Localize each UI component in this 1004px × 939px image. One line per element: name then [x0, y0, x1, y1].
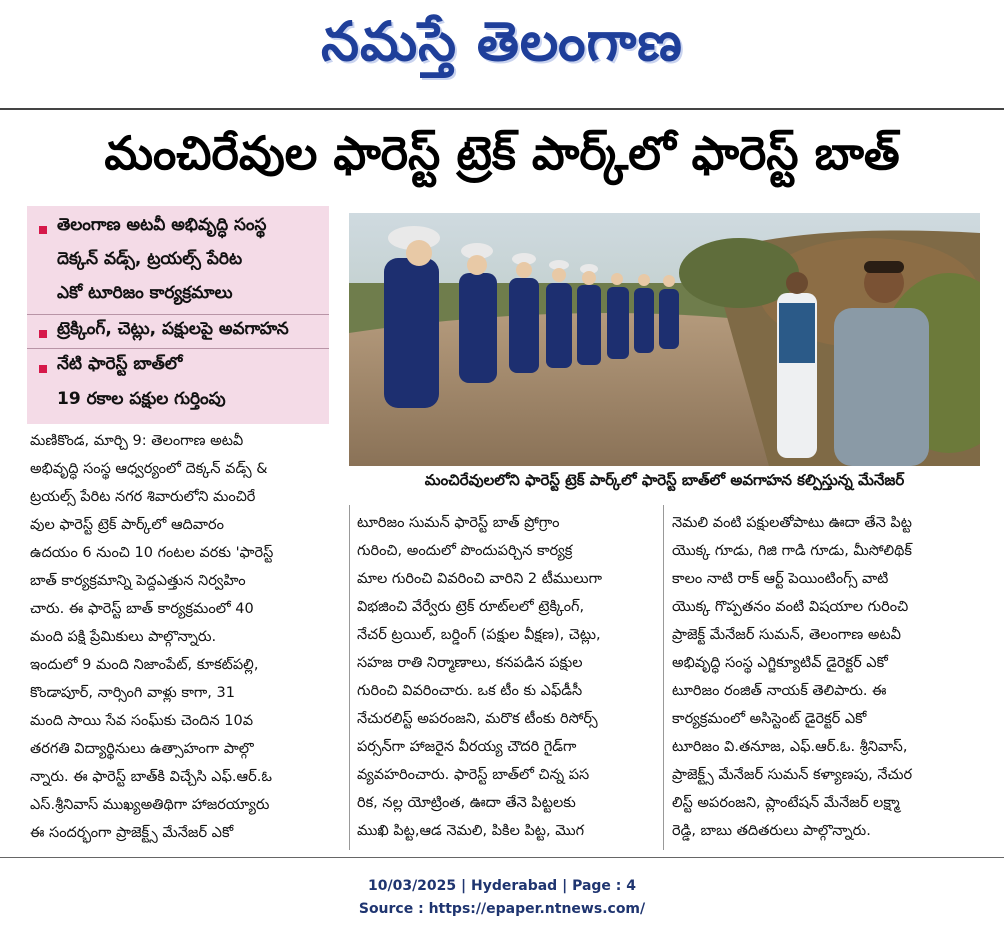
article-line: రిక, నల్ల యోట్రింత, ఊదా తేనె పిట్టలకు [357, 795, 576, 811]
article-line: చారు. ఈ ఫారెస్ట్ బాత్ కార్యక్రమంలో 40 [30, 601, 254, 617]
article-line: మణికొండ, మార్చి 9: తెలంగాణ అటవీ [30, 433, 244, 449]
article-line: ప్రాజెక్ట్స్ మేనేజర్ సుమన్ కళ్యాణపు, నేచుర [672, 767, 913, 783]
column-divider [663, 505, 664, 850]
highlights-box [27, 206, 329, 424]
bullet-icon [39, 330, 47, 338]
article-line: యొక్క గొప్పతనం వంటి విషయాల గురించి [672, 599, 909, 615]
article-line: తరగతి విద్యార్థినులు ఉత్సాహంగా పాల్గొ [30, 741, 254, 757]
bullet-icon [39, 365, 47, 373]
article-line: ఇందులో 9 మంది నిజాంపేట్, కూకట్‌పల్లి, [30, 657, 259, 673]
article-line: నేచర్ ట్రయిల్, బర్డింగ్ (పక్షుల వీక్షణ), చెట్లు, [357, 627, 601, 643]
article-line: మాల గురించి వివరించి వారిని 2 టీములుగా [357, 571, 602, 587]
highlight-line: ఎకో టూరిజం కార్యక్రమాలు [57, 283, 233, 303]
article-line: అభివృద్ధి సంస్థ ఆధ్వర్యంలో దెక్కన్ వడ్స్ & [30, 461, 268, 477]
photo-caption: మంచిరేవులలోని ఫారెస్ట్ ట్రెక్ పార్క్‌లో ఫారెస్ట్ బాత్‌లో అవగాహన కల్పిస్తున్న మేనేజర్ [349, 467, 980, 497]
article-line: రెడ్డి, బాబు తదితరులు పాల్గొన్నారు. [672, 823, 871, 839]
article-line: గురించి, అందులో పొందుపర్చిన కార్యక్ర [357, 543, 573, 559]
news-photo [349, 213, 980, 466]
article-line: పర్సన్‌గా హాజరైన వీరయ్య చౌదరి గైడ్‌గా [357, 739, 577, 755]
highlight-line: ట్రెక్కింగ్, చెట్లు, పక్షులపై అవగాహన [57, 319, 289, 339]
article-line: వుల ఫారెస్ట్ ట్రెక్ పార్క్‌లో ఆదివారం [30, 517, 224, 533]
footer-source: Source : https://epaper.ntnews.com/ [358, 901, 646, 917]
article-line: టూరిజం సుమన్ ఫారెస్ట్ బాత్ ప్రోగ్రాం [357, 515, 560, 531]
highlight-line: తెలంగాణ అటవీ అభివృద్ధి సంస్థ [57, 215, 267, 235]
article-line: ప్రాజెక్ట్ మేనేజర్ సుమన్, తెలంగాణ అటవీ [672, 627, 901, 643]
article-line: కొండాపూర్, నార్సింగి వాళ్లు కాగా, 31 [30, 685, 235, 701]
article-line: న్నారు. ఈ ఫారెస్ట్ బాత్‌కి విచ్చేసి ఎఫ్.ఆర్.ఓ [30, 769, 272, 785]
bullet-icon [39, 226, 47, 234]
forest-trek-photo [349, 213, 980, 466]
masthead [0, 0, 1004, 96]
article-line: ఉదయం 6 నుంచి 10 గంటల వరకు 'ఫారెస్ట్ [30, 545, 274, 561]
article-line: వ్యవహరించారు. ఫారెస్ట్ బాత్‌లో చిన్న పస [357, 767, 590, 783]
article-line: ఎస్.శ్రీనివాస్ ముఖ్యఅతిథిగా హాజరయ్యారు [30, 797, 270, 813]
article-line: నేచురలిస్ట్ అపరంజని, మరొక టీంకు రిసోర్స్ [357, 711, 598, 727]
highlight-line: 19 రకాల పక్షుల గుర్తింపు [57, 389, 226, 409]
column-divider [349, 505, 350, 850]
highlight-divider [27, 348, 329, 349]
article-line: బాత్ కార్యక్రమాన్ని పెద్దఎత్తున నిర్వహిం [30, 573, 246, 589]
article-line: ట్రయల్స్ పేరిట నగర శివారులోని మంచిరే [30, 489, 256, 505]
article-line: నెమలి వంటి పక్షులతోపాటు ఊదా తేనె పిట్ట [672, 515, 912, 531]
footer-dateline: 10/03/2025 | Hyderabad | Page : 4 [367, 878, 637, 894]
header-divider [0, 108, 1004, 110]
article-line: టూరిజం రంజిత్ నాయక్ తెలిపారు. ఈ [672, 683, 887, 699]
highlight-line: దెక్కన్ వడ్స్, ట్రయల్స్ పేరిట [57, 249, 243, 269]
article-line: అభివృద్ధి సంస్థ ఎగ్జిక్యూటివ్ డైరెక్టర్ ఎకో [672, 655, 888, 671]
article-line: విభజించి వేర్వేరు ట్రెక్ రూట్‌లలో ట్రెక్కింగ్, [357, 599, 585, 615]
footer-divider [0, 857, 1004, 858]
article-line: ఈ సందర్భంగా ప్రాజెక్ట్స్ మేనేజర్ ఎకో [30, 825, 234, 841]
article-line: కాలం నాటి రాక్ ఆర్ట్ పెయింటింగ్స్ వాటి [672, 571, 889, 587]
article-line: గురించి వివరించారు. ఒక టీం కు ఎఫ్‌డీసీ [357, 683, 583, 699]
article-line: కార్యక్రమంలో అసిస్టెంట్ డైరెక్టర్ ఎకో [672, 711, 867, 727]
highlight-divider [27, 314, 329, 315]
article-line: యొక్క గూడు, గిజి గాడి గూడు, మీసోలిథిక్ [672, 543, 912, 559]
article-line: లిస్ట్ అపరంజని, ప్లాంటేషన్ మేనేజర్ లక్ష్మా [672, 795, 900, 811]
headline [0, 118, 1004, 200]
masthead-title: నమస్తే తెలంగాణ [321, 9, 683, 73]
article-line: మంది సాయి సేవ సంఘ్‌కు చెందిన 10వ [30, 713, 254, 729]
highlight-line: నేటి ఫారెస్ట్ బాత్‌లో [57, 354, 183, 374]
article-line: సహజ రాతి నిర్మాణాలు, కనపడిన పక్షుల [357, 655, 583, 671]
article-line: ముఖి పిట్ట,ఆడ నెమలి, పికిల పిట్ట, మొగ [357, 823, 585, 839]
article-line: టూరిజం వి.తనూజ, ఎఫ్.ఆర్.ఓ. శ్రీనివాస్, [672, 739, 908, 755]
article-line: మంది పక్షి ప్రేమికులు పాల్గొన్నారు. [30, 629, 217, 645]
headline-text: మంచిరేవుల ఫారెస్ట్ ట్రెక్ పార్క్‌లో ఫారెస్ట్ బాత్ [104, 126, 900, 180]
